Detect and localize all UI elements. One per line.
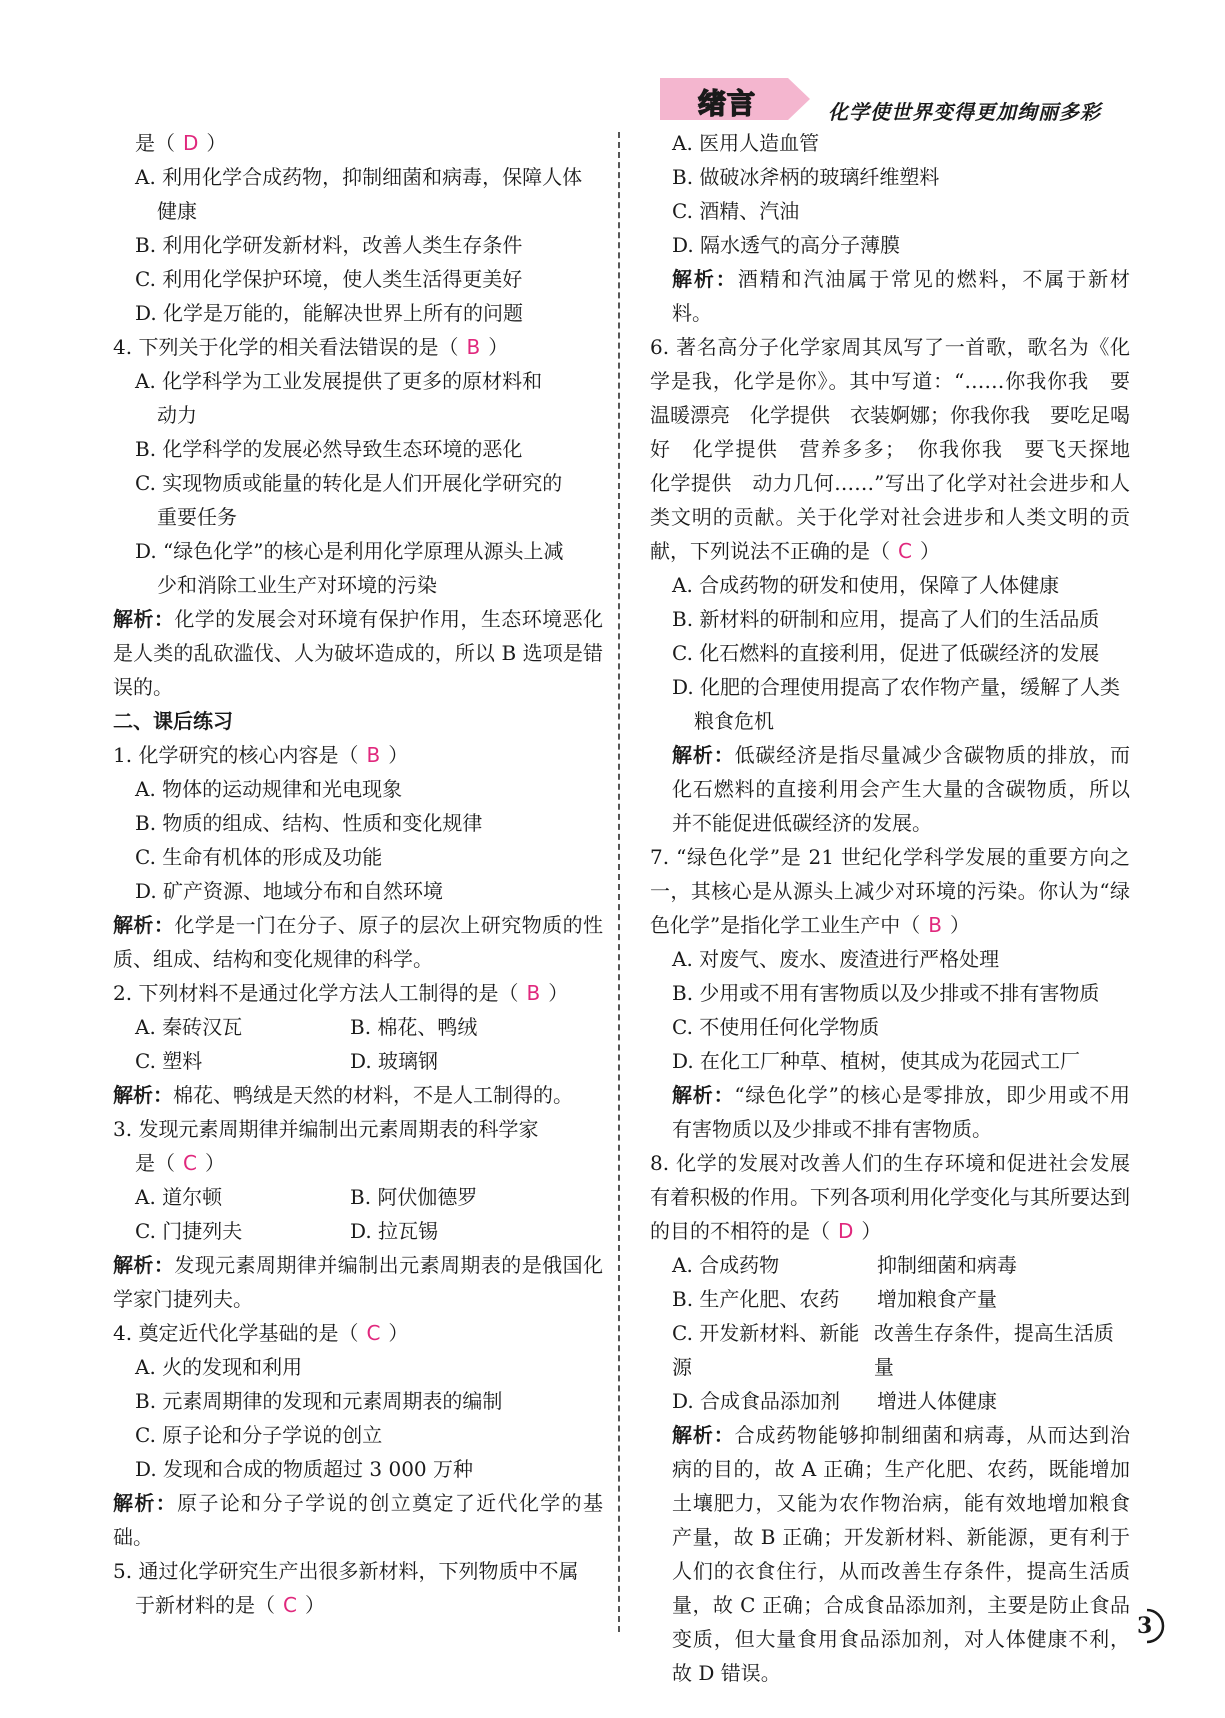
question-stem-tail: 于新材料的是（ C ）: [135, 1593, 325, 1617]
explanation: 解析：原子论和分子学说的创立奠定了近代化学的基础。: [113, 1491, 604, 1549]
question-stem: 4. 奠定近代化学基础的是（ C ）: [113, 1321, 409, 1345]
option: A. 火的发现和利用: [135, 1355, 303, 1379]
option: D. 合成食品添加剂: [672, 1389, 841, 1413]
page-number-text: 3: [1137, 1613, 1153, 1639]
option-cont: 动力: [157, 403, 197, 427]
answer-mark: D: [183, 131, 199, 155]
option: A. 秦砖汉瓦: [135, 1015, 243, 1039]
question-stem: 5. 通过化学研究生产出很多新材料，下列物质中不属: [113, 1559, 579, 1583]
option-row: [113, 1180, 603, 1214]
option: A. 道尔顿: [135, 1185, 223, 1209]
answer-mark: C: [183, 1151, 197, 1175]
left-column: [113, 126, 603, 1622]
option: B. 新材料的研制和应用，提高了人们的生活品质: [672, 607, 1100, 631]
option-purpose: 改善生存条件，提高生活质量: [873, 1321, 1114, 1379]
option: C. 开发新材料、新能源: [672, 1321, 860, 1379]
option-cont: 少和消除工业生产对环境的污染: [157, 573, 437, 597]
explanation: 解析：化学的发展会对环境有保护作用，生态环境恶化是人类的乱砍滥伐、人为破坏造成的，所以 B 选项是错误的。: [113, 607, 604, 699]
option: C. 原子论和分子学说的创立: [135, 1423, 383, 1447]
question-stem: 2. 下列材料不是通过化学方法人工制得的是（ B ）: [113, 981, 569, 1005]
question-stem: 1. 化学研究的核心内容是（ B ）: [113, 743, 409, 767]
option-row: [650, 1282, 1130, 1316]
option-row: [113, 1010, 603, 1044]
answer-mark: B: [526, 981, 541, 1005]
option-cont: 健康: [157, 199, 197, 223]
option: C. 塑料: [135, 1049, 203, 1073]
option: C. 利用化学保护环境，使人类生活得更美好: [135, 267, 523, 291]
option: D. 矿产资源、地域分布和自然环境: [135, 879, 444, 903]
chapter-tab-label: 绪言: [698, 87, 757, 120]
option-purpose: 抑制细菌和病毒: [877, 1253, 1017, 1277]
column-divider: [618, 132, 620, 1632]
option-row: [650, 1248, 1130, 1282]
option: C. 化石燃料的直接利用，促进了低碳经济的发展: [672, 641, 1100, 665]
question-stem: 7. “绿色化学”是 21 世纪化学科学发展的重要方向之一，其核心是从源头上减少对环境的污染。你认为“绿色化学”是指化学工业生产中（ B ）: [650, 845, 1130, 937]
page-number: [1133, 1608, 1169, 1644]
explanation: 解析：发现元素周期律并编制出元素周期表的是俄国化学家门捷列夫。: [113, 1253, 604, 1311]
option: D. 隔水透气的高分子薄膜: [672, 233, 901, 257]
option-row: [113, 1044, 603, 1078]
chapter-slogan: 化学使世界变得更加绚丽多彩: [828, 100, 1101, 124]
option: B. 物质的组成、结构、性质和变化规律: [135, 811, 483, 835]
option-purpose: 增进人体健康: [877, 1389, 997, 1413]
explanation: 解析：“绿色化学”的核心是零排放，即少用或不用有害物质以及少排或不排有害物质。: [672, 1083, 1131, 1141]
question-stem: 8. 化学的发展对改善人们的生存环境和促进社会发展有着积极的作用。下列各项利用化学变化与其所要达到的目的不相符的是（ D ）: [650, 1151, 1130, 1243]
option: C. 不使用任何化学物质: [672, 1015, 880, 1039]
option-row: [650, 1384, 1130, 1418]
explanation: 解析：合成药物能够抑制细菌和病毒，从而达到治病的目的，故 A 正确；生产化肥、农药，既能增加土壤肥力，又能为农作物治病，能有效地增加粮食产量，故 B 正确；开发新材料、新能源，更有利于人们的衣食住行，从而改善生存条件，提高生活质量，故 C 正确；合成食品添加剂，主要是防止食品变质，但大量食用食品添加剂，对人体健康不利，故 D 错误。: [672, 1423, 1131, 1685]
option: A. 医用人造血管: [672, 131, 820, 155]
option: C. 实现物质或能量的转化是人们开展化学研究的: [135, 471, 563, 495]
answer-mark: C: [366, 1321, 381, 1345]
option: A. 对废气、废水、废渣进行严格处理: [672, 947, 1000, 971]
chapter-tab: [660, 78, 810, 120]
answer-mark: B: [366, 743, 381, 767]
answer-mark: D: [838, 1219, 854, 1243]
option: D. 发现和合成的物质超过 3 000 万种: [135, 1457, 474, 1481]
option: B. 利用化学研发新材料，改善人类生存条件: [135, 233, 523, 257]
option: A. 物体的运动规律和光电现象: [135, 777, 403, 801]
answer-mark: B: [466, 335, 481, 359]
explanation: 解析：酒精和汽油属于常见的燃料，不属于新材料。: [672, 267, 1131, 325]
option: B. 生产化肥、农药: [672, 1287, 840, 1311]
option: D. 化肥的合理使用提高了农作物产量，缓解了人类: [672, 675, 1121, 699]
option: A. 合成药物的研发和使用，保障了人体健康: [672, 573, 1060, 597]
option: B. 元素周期律的发现和元素周期表的编制: [135, 1389, 503, 1413]
option-cont: 重要任务: [157, 505, 237, 529]
option: A. 化学科学为工业发展提供了更多的原材料和: [135, 369, 543, 393]
option: A. 合成药物: [672, 1253, 780, 1277]
option: D. “绿色化学”的核心是利用化学原理从源头上减: [135, 539, 564, 563]
option: B. 棉花、鸭绒: [350, 1015, 478, 1039]
answer-mark: C: [898, 539, 912, 563]
option: D. 在化工厂种草、植树，使其成为花园式工厂: [672, 1049, 1081, 1073]
option: A. 利用化学合成药物，抑制细菌和病毒，保障人体: [135, 165, 583, 189]
option: B. 阿伏伽德罗: [350, 1185, 478, 1209]
explanation: 解析：低碳经济是指尽量减少含碳物质的排放，而化石燃料的直接利用会产生大量的含碳物质，所以并不能促进低碳经济的发展。: [672, 743, 1131, 835]
right-column: [650, 126, 1150, 1690]
option: B. 少用或不用有害物质以及少排或不排有害物质: [672, 981, 1100, 1005]
option: C. 酒精、汽油: [672, 199, 800, 223]
question-stem-tail: 是（ D ）: [135, 131, 227, 155]
option: D. 化学是万能的，能解决世界上所有的问题: [135, 301, 524, 325]
question-stem: 6. 著名高分子化学家周其凤写了一首歌，歌名为《化学是我，化学是你》。其中写道：“……你我你我 要温暖漂亮 化学提供 衣装婀娜；你我你我 要吃足喝好 化学提供 营养多多； 你我你我 要飞天探地 化学提供 动力几何……”写出了化学对社会进步和人类文明的贡献。关于化学对社会进步和人类文明的贡献，下列说法不正确的是（ C ）: [650, 335, 1150, 563]
answer-mark: B: [928, 913, 942, 937]
option: D. 拉瓦锡: [350, 1219, 439, 1243]
section-heading: 二、课后练习: [113, 709, 233, 733]
option: B. 化学科学的发展必然导致生态环境的恶化: [135, 437, 523, 461]
option: C. 门捷列夫: [135, 1219, 243, 1243]
option-row: [113, 1214, 603, 1248]
answer-mark: C: [283, 1593, 297, 1617]
option: C. 生命有机体的形成及功能: [135, 845, 383, 869]
explanation: 解析：化学是一门在分子、原子的层次上研究物质的性质、组成、结构和变化规律的科学。: [113, 913, 604, 971]
option-purpose: 增加粮食产量: [877, 1287, 997, 1311]
option-row: [650, 1316, 1130, 1384]
question-stem: 3. 发现元素周期律并编制出元素周期表的科学家: [113, 1117, 539, 1141]
question-stem-tail: 是（ C ）: [135, 1151, 225, 1175]
question-stem: 4. 下列关于化学的相关看法错误的是（ B ）: [113, 335, 509, 359]
option-cont: 粮食危机: [694, 709, 774, 733]
option: B. 做破冰斧柄的玻璃纤维塑料: [672, 165, 940, 189]
option: D. 玻璃钢: [350, 1049, 439, 1073]
explanation: 解析：棉花、鸭绒是天然的材料，不是人工制得的。: [113, 1083, 573, 1107]
